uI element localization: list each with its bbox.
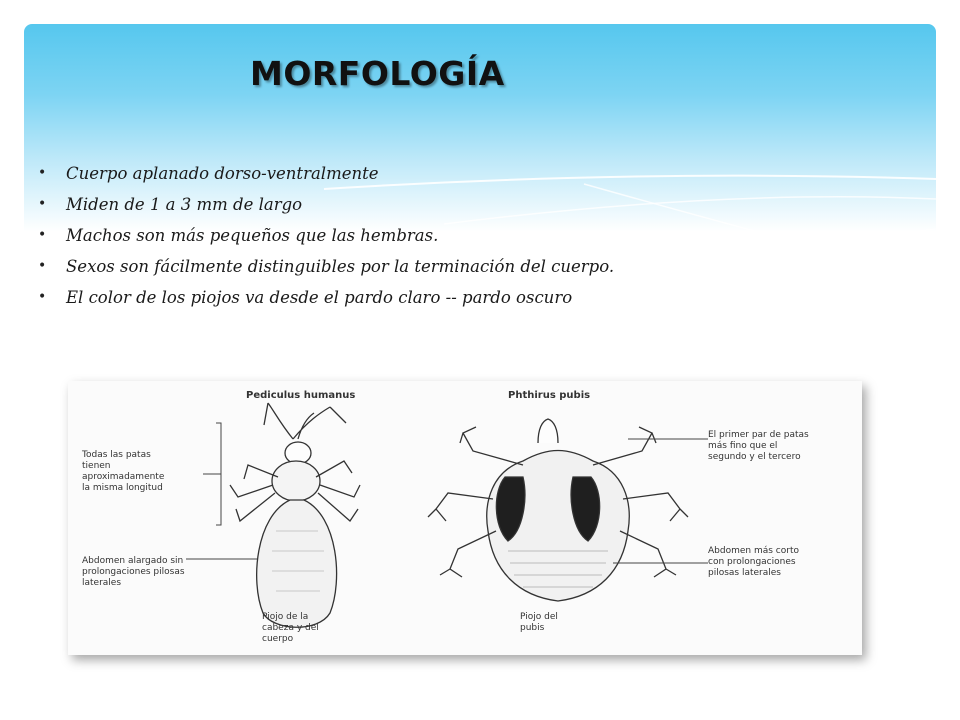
slide-title: MORFOLOGÍA — [250, 54, 505, 93]
phthirus-pubis-drawing — [428, 419, 688, 601]
lice-diagram — [68, 381, 862, 655]
left-note-legs — [81, 450, 165, 493]
svg-text:El primer par de patas: El primer par de patas — [708, 430, 809, 440]
svg-text:la misma longitud: la misma longitud — [82, 483, 163, 493]
list-item: • El color de los piojos va desde el pardo claro -- pardo oscuro — [38, 282, 614, 313]
svg-text:más fino que el: más fino que el — [708, 441, 778, 451]
bullet-icon: • — [38, 165, 47, 181]
svg-text:tienen: tienen — [82, 461, 111, 471]
list-item: • Cuerpo aplanado dorso-ventralmente — [38, 158, 614, 189]
left-note-abdomen — [82, 556, 185, 588]
list-item: • Sexos son fácilmente distinguibles por la terminación del cuerpo. — [38, 251, 614, 282]
svg-text:segundo y el tercero: segundo y el tercero — [708, 452, 801, 462]
right-note-first-legs — [708, 430, 809, 462]
list-item: • Machos son más pequeños que las hembras. — [38, 220, 614, 251]
svg-text:con prolongaciones: con prolongaciones — [708, 557, 796, 567]
svg-text:cabeza y del: cabeza y del — [262, 623, 319, 633]
left-caption: Piojo de la — [262, 612, 309, 622]
pediculus-humanus-drawing — [230, 403, 360, 627]
svg-text:prolongaciones pilosas: prolongaciones pilosas — [82, 567, 185, 577]
bullet-icon: • — [38, 196, 47, 212]
right-caption: Piojo del — [520, 612, 558, 622]
svg-text:pilosas laterales: pilosas laterales — [708, 568, 781, 578]
bullet-list — [38, 158, 614, 313]
right-figure-title: Phthirus pubis — [508, 390, 591, 401]
right-note-abdomen — [708, 546, 799, 578]
left-figure-title: Pediculus humanus — [246, 390, 356, 401]
bullet-icon: • — [38, 227, 47, 243]
svg-text:Todas las patas: Todas las patas — [82, 450, 151, 460]
svg-text:laterales: laterales — [82, 578, 122, 588]
svg-text:pubis: pubis — [520, 623, 545, 633]
svg-text:aproximadamente: aproximadamente — [82, 472, 165, 482]
lice-diagram-figure — [68, 381, 862, 655]
svg-text:Abdomen alargado sin: Abdomen alargado sin — [82, 556, 184, 566]
list-item: • Miden de 1 a 3 mm de largo — [38, 189, 614, 220]
bullet-icon: • — [38, 258, 47, 274]
svg-text:Abdomen más corto: Abdomen más corto — [708, 546, 799, 556]
bullet-icon: • — [38, 289, 47, 305]
svg-text:cuerpo: cuerpo — [262, 634, 294, 644]
